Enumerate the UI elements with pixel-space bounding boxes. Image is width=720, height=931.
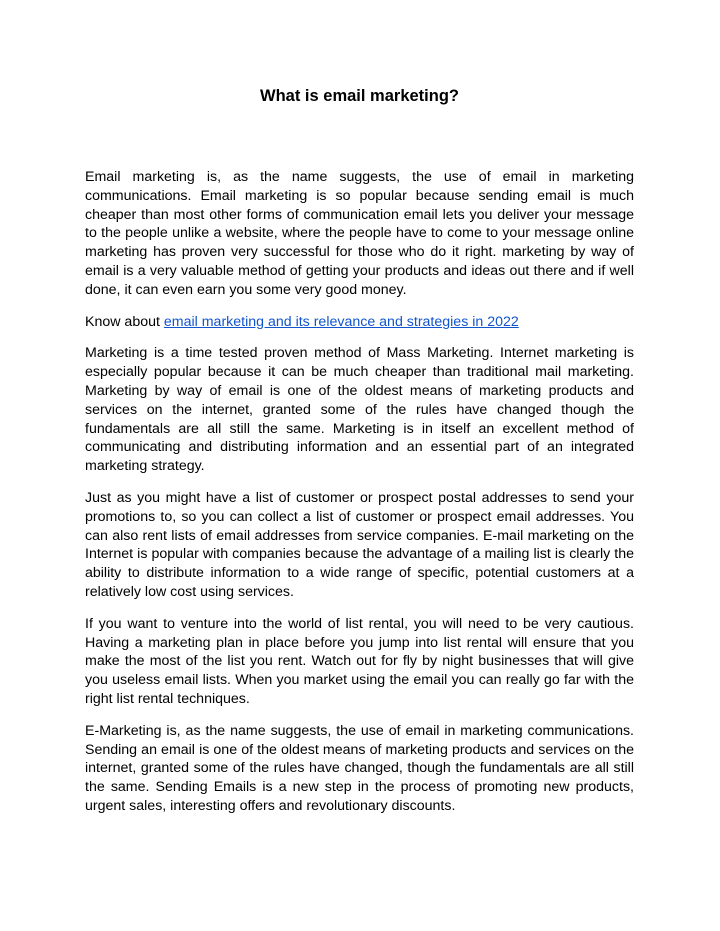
document-body (85, 168, 634, 816)
document-title: What is email marketing? (260, 87, 459, 105)
email-marketing-strategies-link[interactable]: email marketing and its relevance and strategies in 2022 (163, 313, 519, 330)
paragraph-mass-marketing: Marketing is a time tested proven method of Mass Marketing. Internet marketing is especially popular because it can be much cheaper than traditional mail marketing. Marketing by way of email is one of the oldest means of marketing products and services on the internet, granted some of the rules have changed though the fundamentals are all still the same. Marketing is in itself an excellent method of communicating and distributing information and an essential part of an integrated marketing strategy. (85, 345, 634, 475)
paragraph-list-rental: If you want to venture into the world of list rental, you will need to be very cautious. Having a marketing plan in place before you jump into list rental will ensure that you make the most of the list you rent. Watch out for fly by night businesses that will give you useless email lists. When you market using the email you can really go far with the right list rental techniques. (85, 615, 634, 707)
paragraph-prospect-lists: Just as you might have a list of customer or prospect postal addresses to send your promotions to, so you can collect a list of customer or prospect email addresses. You can also rent lists of email addresses from service companies. E-mail marketing on the Internet is popular with companies because the advantage of a mailing list is clearly the ability to distribute information to a wide range of specific, potential customers at a relatively low cost using services. (85, 489, 634, 600)
know-about-prefix: Know about (85, 313, 164, 330)
paragraph-e-marketing: E-Marketing is, as the name suggests, the use of email in marketing communications. Sending an email is one of the oldest means of marketing products and services on the internet, granted some of the rules have changed, though the fundamentals are all still the same. Sending Emails is a new step in the process of promoting new products, urgent sales, interesting offers and revolutionary discounts. (85, 722, 634, 814)
paragraph-intro: Email marketing is, as the name suggests, the use of email in marketing communications. Email marketing is so popular because sending email is much cheaper than most other forms of communication email lets you deliver your message to the people unlike a website, where the people have to come to your message online marketing has proven very successful for those who do it right. marketing by way of email is a very valuable method of getting your products and ideas out there and if well done, it can even earn you some very good money. (85, 169, 634, 298)
know-about-line (85, 313, 634, 332)
